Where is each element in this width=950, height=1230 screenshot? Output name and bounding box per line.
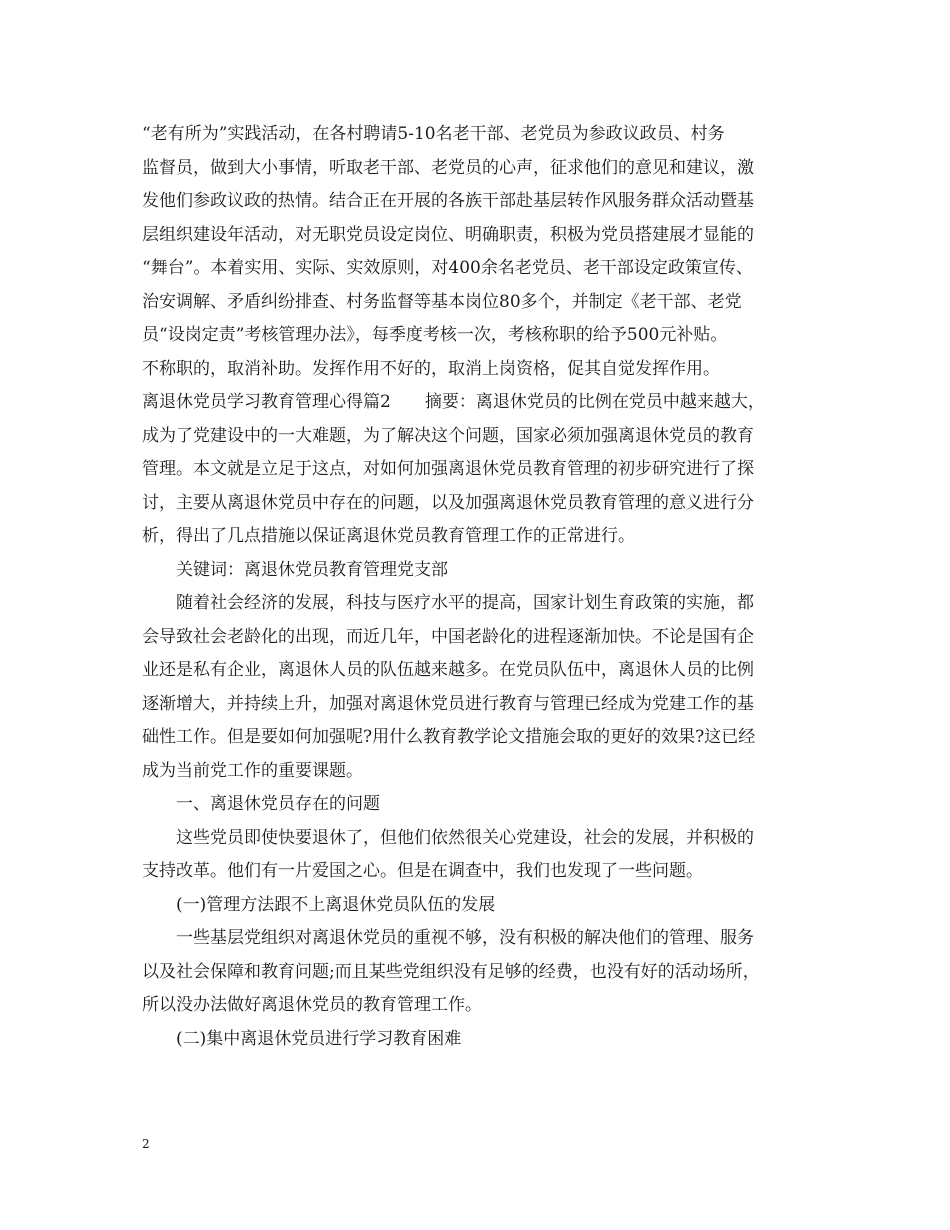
text-line: (二)集中离退休党员进行学习教育困难	[176, 1028, 462, 1049]
text-line: 离退休党员学习教育管理心得篇2 摘要：离退休党员的比例在党员中越来越大，	[142, 392, 765, 412]
text-line: 一些基层党组织对离退休党员的重视不够，没有积极的解决他们的管理、服务	[176, 928, 754, 948]
text-line: 以及社会保障和教育问题;而且某些党组织没有足够的经费，也没有好的活动场所，	[142, 961, 760, 982]
text-line: 发他们参政议政的热情。结合正在开展的各族干部赴基层转作风服务群众活动暨基	[142, 191, 754, 211]
text-line: 础性工作。但是要如何加强呢?用什么教育教学论文措施会取的更好的效果?这已经	[142, 727, 756, 747]
text-line: 所以没办法做好离退休党员的教育管理工作。	[142, 995, 482, 1015]
text-line: 成为了党建设中的一大难题，为了解决这个问题，国家必须加强离退休党员的教育	[142, 425, 754, 446]
text-line: 一、离退休党员存在的问题	[176, 794, 380, 814]
text-line: 关键词：离退休党员教育管理党支部	[176, 559, 448, 580]
text-line: 随着社会经济的发展，科技与医疗水平的提高，国家计划生育政策的实施，都	[176, 593, 754, 613]
page-number: 2	[142, 1137, 150, 1151]
text-line: 析，得出了几点措施以保证离退休党员教育管理工作的正常进行。	[142, 526, 635, 546]
text-line: 层组织建设年活动，对无职党员设定岗位、明确职责，积极为党员搭建展才显能的	[142, 224, 754, 245]
text-line: 不称职的，取消补助。发挥作用不好的，取消上岗资格，促其自觉发挥作用。	[142, 358, 720, 379]
text-line: “老有所为”实践活动，在各村聘请5-10名老干部、老党员为参政议政员、村务	[142, 124, 725, 144]
text-line: “舞台”。本着实用、实际、实效原则，对400余名老党员、老干部设定政策宣传、	[142, 258, 753, 278]
text-line: 支持改革。他们有一片爱国之心。但是在调查中，我们也发现了一些问题。	[142, 861, 703, 881]
text-line: 逐渐增大，并持续上升，加强对离退休党员进行教育与管理已经成为党建工作的基	[142, 693, 754, 714]
text-line: 会导致社会老龄化的出现，而近几年，中国老龄化的进程逐渐加快。不论是国有企	[142, 626, 754, 647]
text-line: 讨，主要从离退休党员中存在的问题，以及加强离退休党员教育管理的意义进行分	[142, 492, 754, 513]
text-line: 这些党员即使快要退休了，但他们依然很关心党建设，社会的发展，并积极的	[176, 827, 754, 848]
text-line: 业还是私有企业，离退休人员的队伍越来越多。在党员队伍中，离退休人员的比例	[142, 660, 754, 680]
text-line: 员“设岗定责”考核管理办法》，每季度考核一次，考核称职的给予500元补贴。	[142, 325, 728, 345]
text-line: 治安调解、矛盾纠纷排查、村务监督等基本岗位80多个，并制定《老干部、老党	[142, 291, 742, 312]
text-line: 监督员，做到大小事情，听取老干部、老党员的心声，征求他们的意见和建议，激	[142, 157, 754, 178]
text-line: (一)管理方法跟不上离退休党员队伍的发展	[176, 894, 496, 915]
document-body	[142, 118, 812, 1056]
text-line: 成为当前党工作的重要课题。	[142, 760, 363, 781]
text-line: 管理。本文就是立足于这点，对如何加强离退休党员教育管理的初步研究进行了探	[142, 459, 754, 479]
